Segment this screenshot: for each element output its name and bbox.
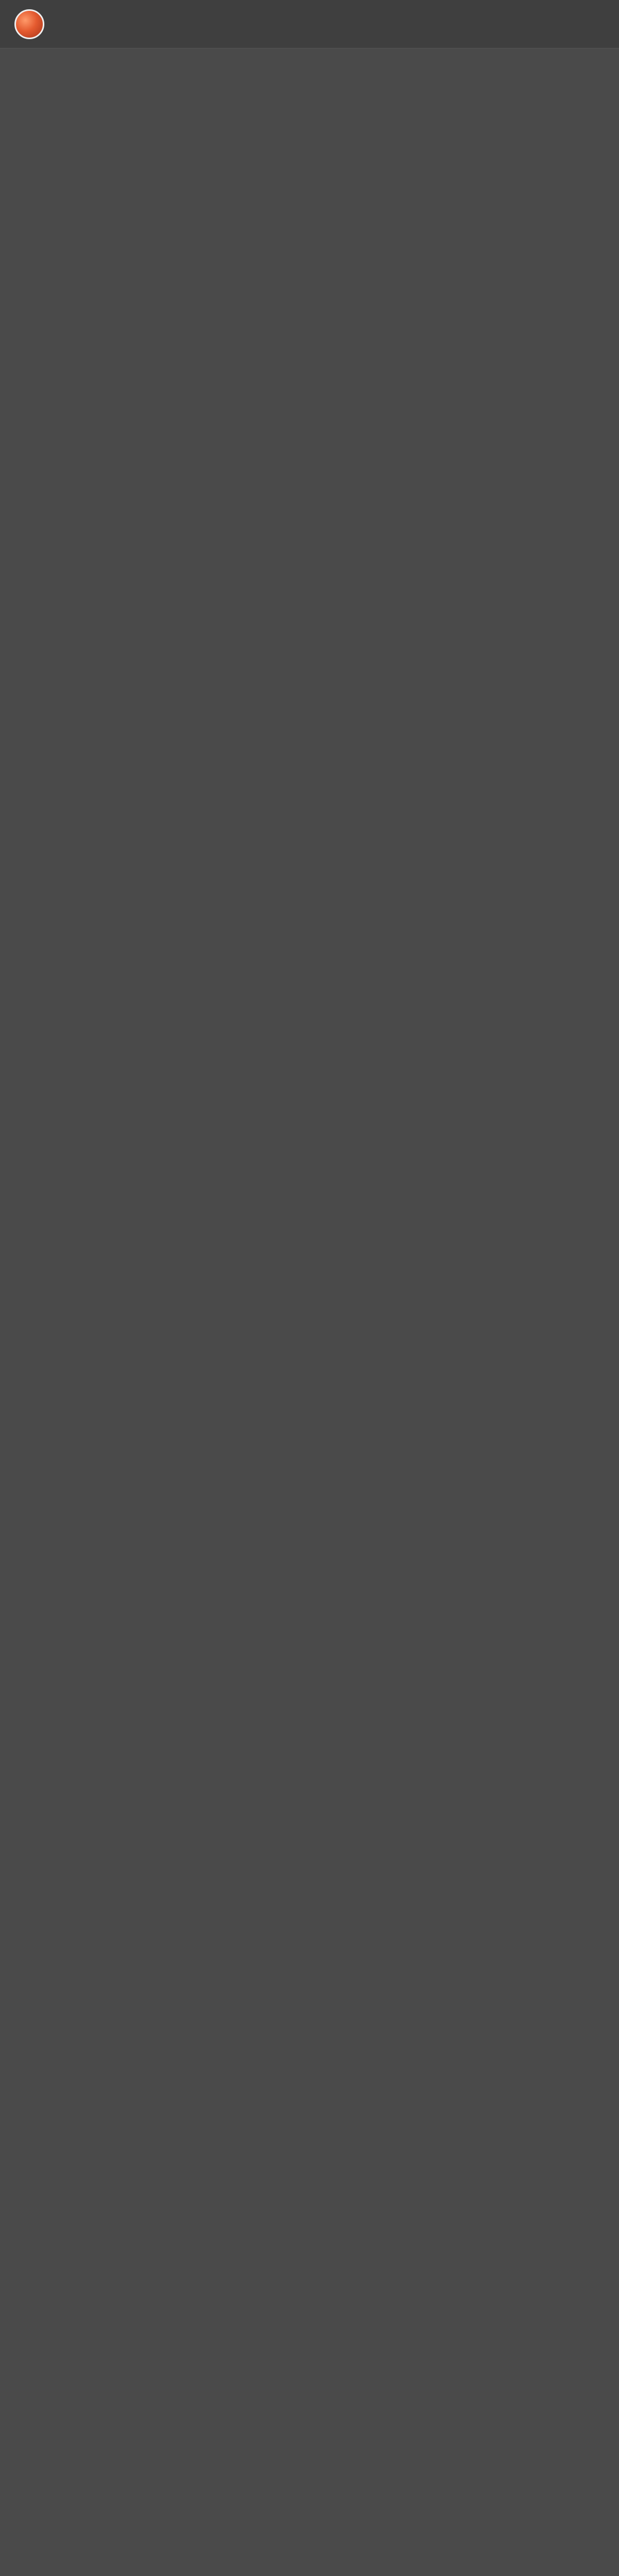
avatar [14, 9, 44, 39]
post-header [0, 0, 619, 48]
post-content [0, 48, 619, 2576]
